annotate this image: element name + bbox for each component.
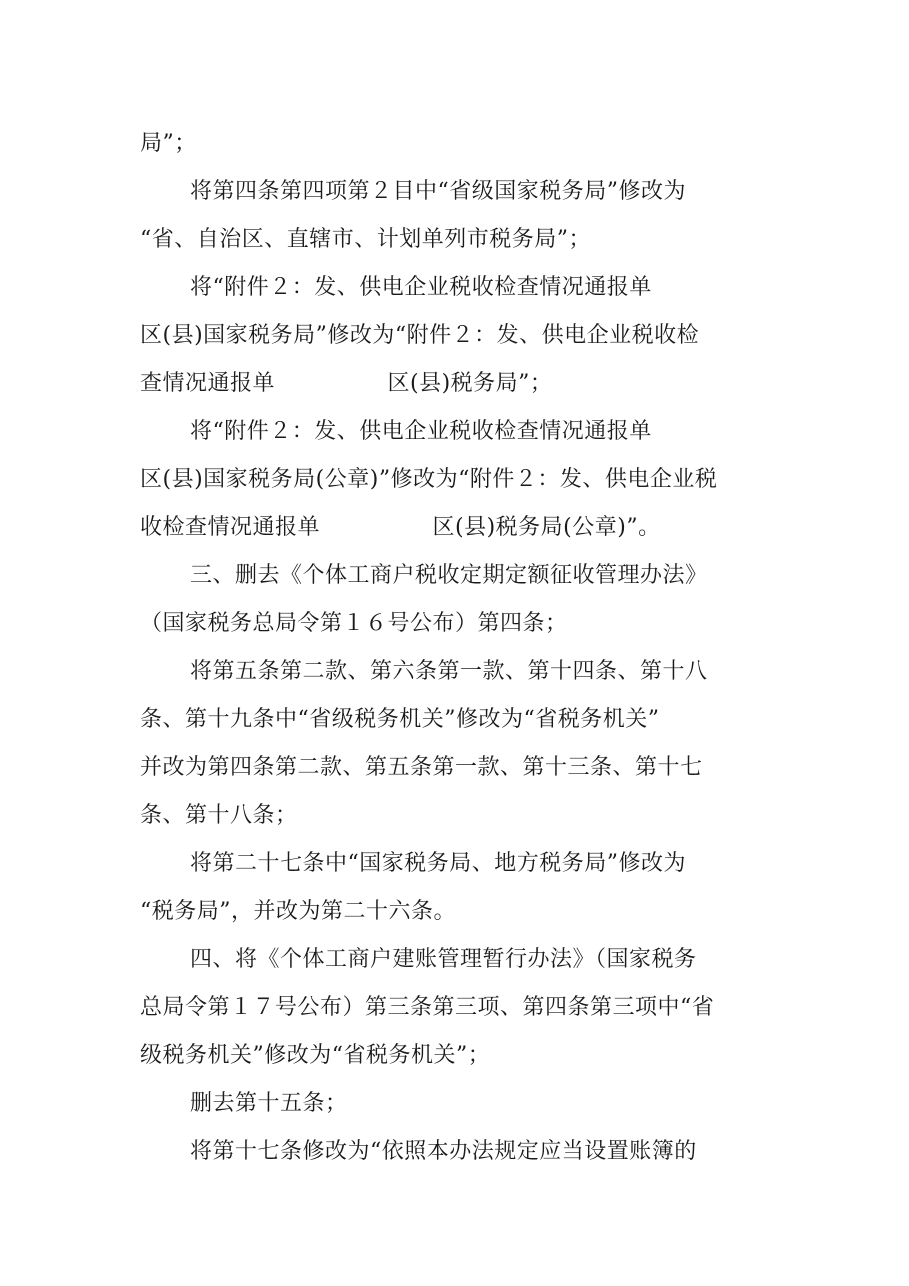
text-line-7: 将“附件２：发、供电企业税收检查情况通报单 [190,419,652,444]
text-line-4: 将“附件２：发、供电企业税收检查情况通报单 [190,275,652,300]
text-line-13: 条、第十九条中“省级税务机关”修改为“省税务机关” [140,707,660,732]
text-line-3: “省、自治区、直辖市、计划单列市税务局”； [140,227,591,252]
text-line-1: 局”； [140,131,197,156]
text-line-15: 条、第十八条； [140,803,298,828]
text-line-22: 将第十七条修改为“依照本办法规定应当设置账簿的 [190,1139,697,1164]
text-line-17: “税务局”，并改为第二十六条。 [140,899,456,924]
text-line-12: 将第五条第二款、第六条第一款、第十四条、第十八 [190,659,708,684]
text-line-19: 总局令第１７号公布）第三条第三项、第四条第三项中“省 [140,995,715,1020]
text-line-20: 级税务机关”修改为“省税务机关”； [140,1043,491,1068]
text-line-14: 并改为第四条第二款、第五条第一款、第十三条、第十七 [140,755,703,780]
text-line-6: 查情况通报单 区(县)税务局”； [140,371,553,396]
text-line-8: 区(县)国家税务局(公章)”修改为“附件２：发、供电企业税 [140,467,718,492]
text-line-21: 删去第十五条； [190,1091,348,1116]
text-line-16: 将第二十七条中“国家税务局、地方税务局”修改为 [190,851,686,876]
text-line-18: 四、将《个体工商户建账管理暂行办法》（国家税务 [190,947,697,972]
text-line-5: 区(县)国家税务局”修改为“附件２：发、供电企业税收检 [140,323,700,348]
text-line-2: 将第四条第四项第２目中“省级国家税务局”修改为 [190,179,686,204]
text-line-11: （国家税务总局令第１６号公布）第四条； [140,611,568,636]
text-line-9: 收检查情况通报单 区(县)税务局(公章)”。 [140,515,661,540]
text-line-10: 三、删去《个体工商户税收定期定额征收管理办法》 [190,563,708,588]
